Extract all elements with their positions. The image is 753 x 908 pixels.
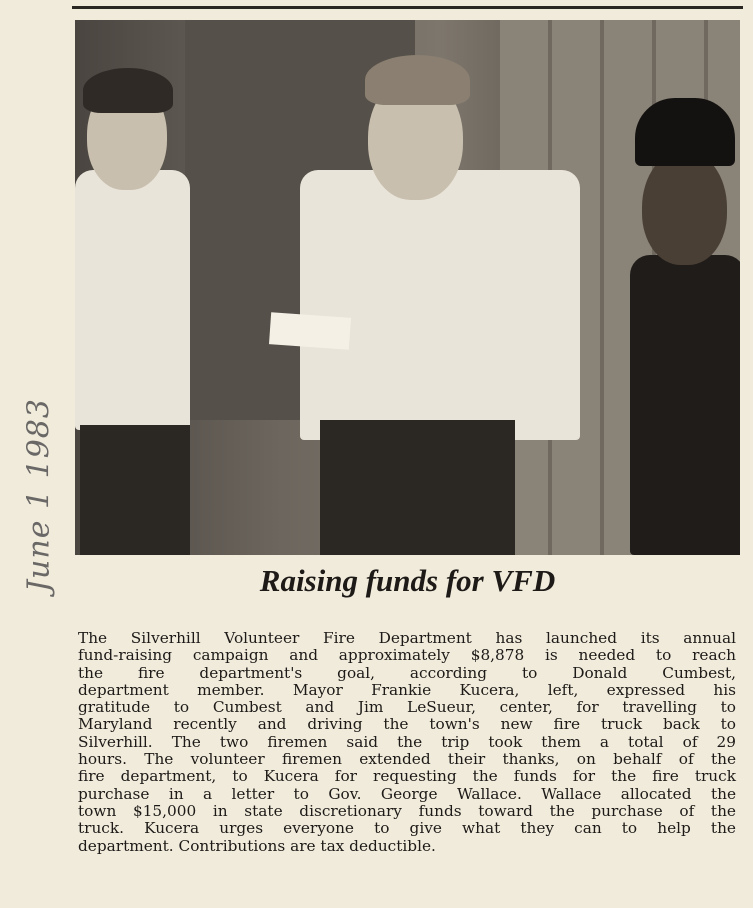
caption-line: fire department, to Kucera for requesting the funds for the fire truck xyxy=(78,767,736,786)
caption-line: the fire department's goal, according to Donald Cumbest, xyxy=(78,663,736,682)
caption-line: department. Contributions are tax deductible. xyxy=(78,836,436,855)
photo-caption xyxy=(78,630,736,855)
top-rule xyxy=(72,6,743,9)
caption-line: Silverhill. The two firemen said the trip took them a total of 29 xyxy=(78,732,736,751)
handwritten-date-text: June 1 1983 xyxy=(21,398,57,592)
caption-line: The Silverhill Volunteer Fire Department has launched its annual xyxy=(78,629,736,647)
caption-line: fund-raising campaign and approximately $8,878 is needed to reach xyxy=(78,646,736,665)
caption-line: purchase in a letter to Gov. George Wallace. Wallace allocated the xyxy=(78,784,736,803)
caption-line: gratitude to Cumbest and Jim LeSueur, center, for travelling to xyxy=(78,698,736,717)
caption-line: town $15,000 in state discretionary funds toward the purchase of the xyxy=(78,801,736,820)
headline: Raising funds for VFD xyxy=(259,563,556,598)
news-photo xyxy=(75,20,740,555)
handwritten-date xyxy=(18,395,60,595)
caption-line: hours. The volunteer firemen extended their thanks, on behalf of the xyxy=(78,750,736,769)
caption-line: Maryland recently and driving the town's new fire truck back to xyxy=(78,715,736,734)
caption-line: department member. Mayor Frankie Kucera, left, expressed his xyxy=(78,680,736,699)
caption-line: truck. Kucera urges everyone to give what they can to help the xyxy=(78,819,736,838)
